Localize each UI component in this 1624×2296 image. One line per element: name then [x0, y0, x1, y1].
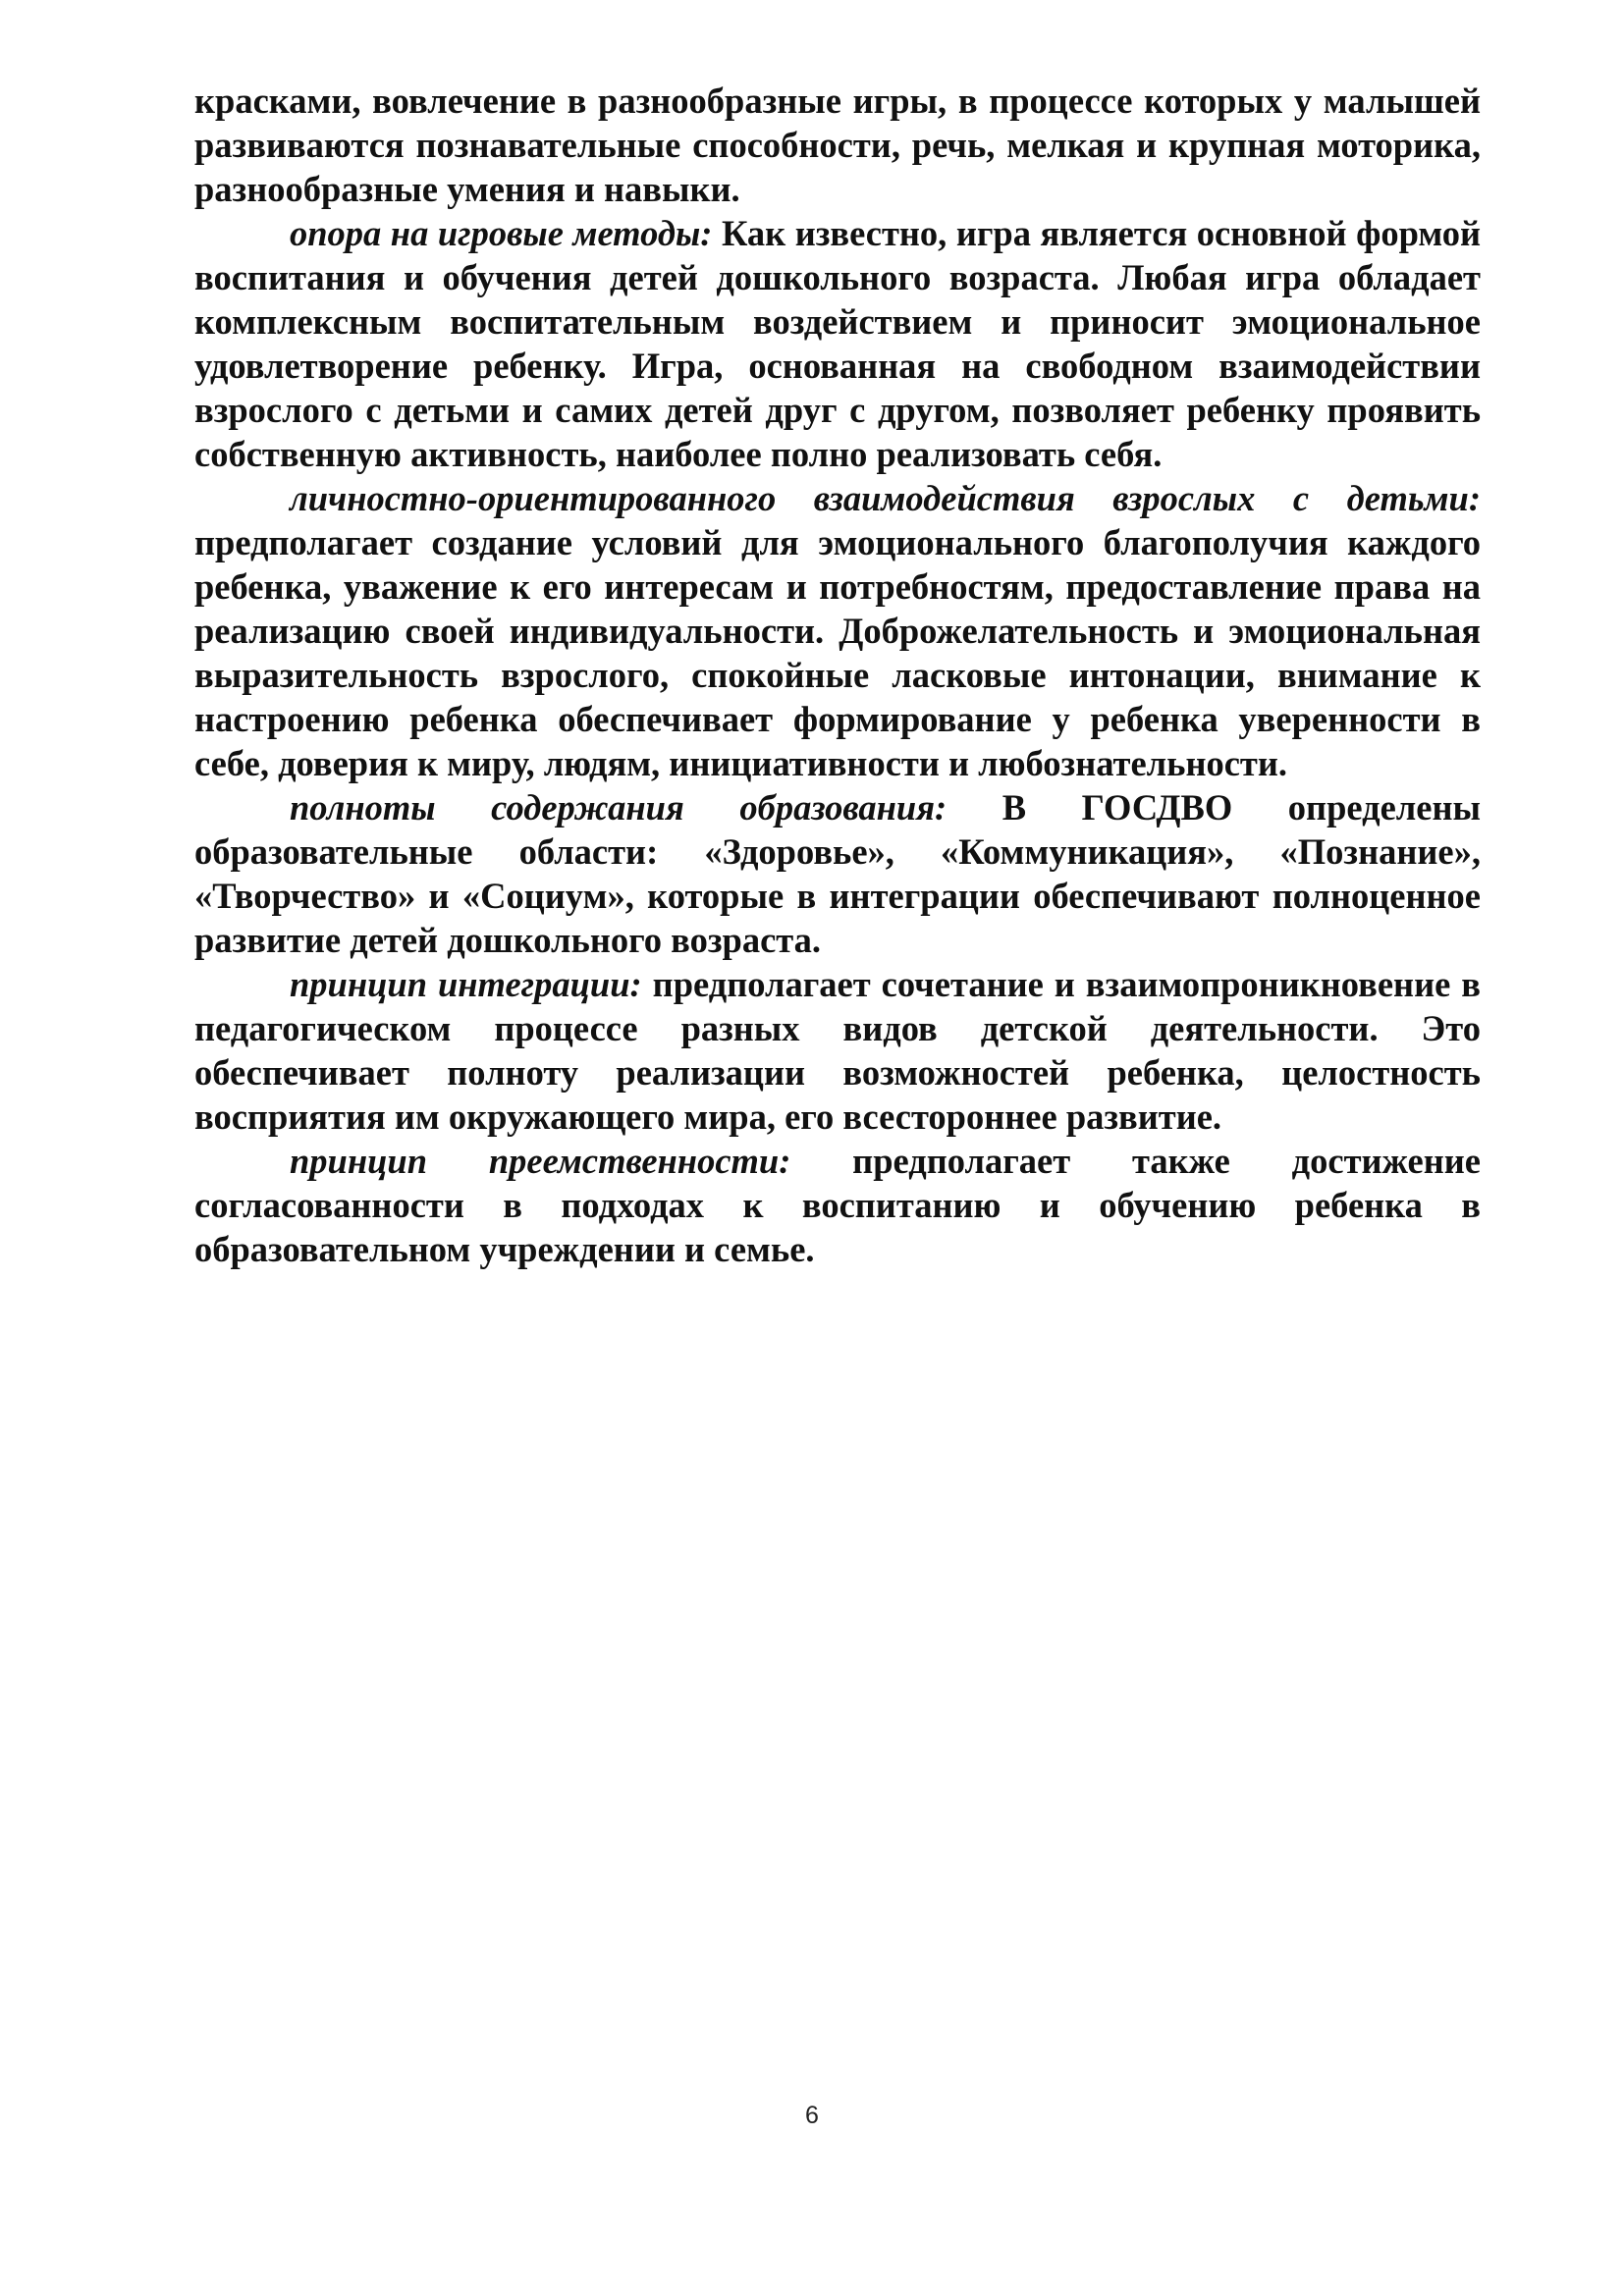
- paragraph-text: предполагает также достижение согласованности в подходах к воспитанию и обучению ребенка в образовательном учреждении и семье.: [194, 1141, 1481, 1269]
- paragraph-term: личностно-ориентированного взаимодействия взрослых с детьми:: [290, 478, 1481, 518]
- paragraph-continuation: [194, 79, 1481, 211]
- paragraph-text: красками, вовлечение в разнообразные игры, в процессе которых у малышей развиваются познавательные способности, речь, мелкая и крупная моторика, разнообразные умения и навыки.: [194, 80, 1481, 209]
- paragraph-integration: [194, 962, 1481, 1139]
- paragraph-text: предполагает создание условий для эмоционального благополучия каждого ребенка, уважение к его интересам и потребностям, предоставление права на реализацию своей индивидуальности. Доброжелательность и эмоциональная выразительность взрослого, спокойные ласковые интонации, внимание к настроению ребенка обеспечивает формирование у ребенка уверенности в себе, доверия к миру, людям, инициативности и любознательности.: [194, 522, 1481, 783]
- paragraph-text: Как известно, игра является основной формой воспитания и обучения детей дошкольного возраста. Любая игра обладает комплексным воспитательным воздействием и приносит эмоциональное удовлетворение ребенку. Игра, основанная на свободном взаимодействии взрослого с детьми и самих детей друг с другом, позволяет ребенку проявить собственную активность, наиболее полно реализовать себя.: [194, 213, 1481, 474]
- paragraph-content-completeness: [194, 785, 1481, 962]
- paragraph-term: принцип интеграции:: [290, 964, 642, 1004]
- paragraph-term: опора на игровые методы:: [290, 213, 713, 253]
- paragraph-term: полноты содержания образования:: [290, 787, 947, 828]
- paragraph-text: предполагает сочетание и взаимопроникновение в педагогическом процессе разных видов детской деятельности. Это обеспечивает полноту реализации возможностей ребенка, целостность восприятия им окружающего мира, его всестороннее развитие.: [194, 964, 1482, 1137]
- paragraph-continuity: [194, 1139, 1481, 1271]
- paragraph-personal-interaction: [194, 476, 1481, 785]
- paragraph-term: принцип преемственности:: [290, 1141, 791, 1181]
- document-page: [194, 79, 1481, 1271]
- paragraph-text: В ГОСДВО определены образовательные области: «Здоровье», «Коммуникация», «Познание», «Творчество» и «Социум», которые в интеграции обеспечивают полноценное развитие детей дошкольного возраста.: [194, 787, 1481, 960]
- page-number: 6: [805, 2102, 819, 2129]
- paragraph-game-methods: [194, 211, 1481, 476]
